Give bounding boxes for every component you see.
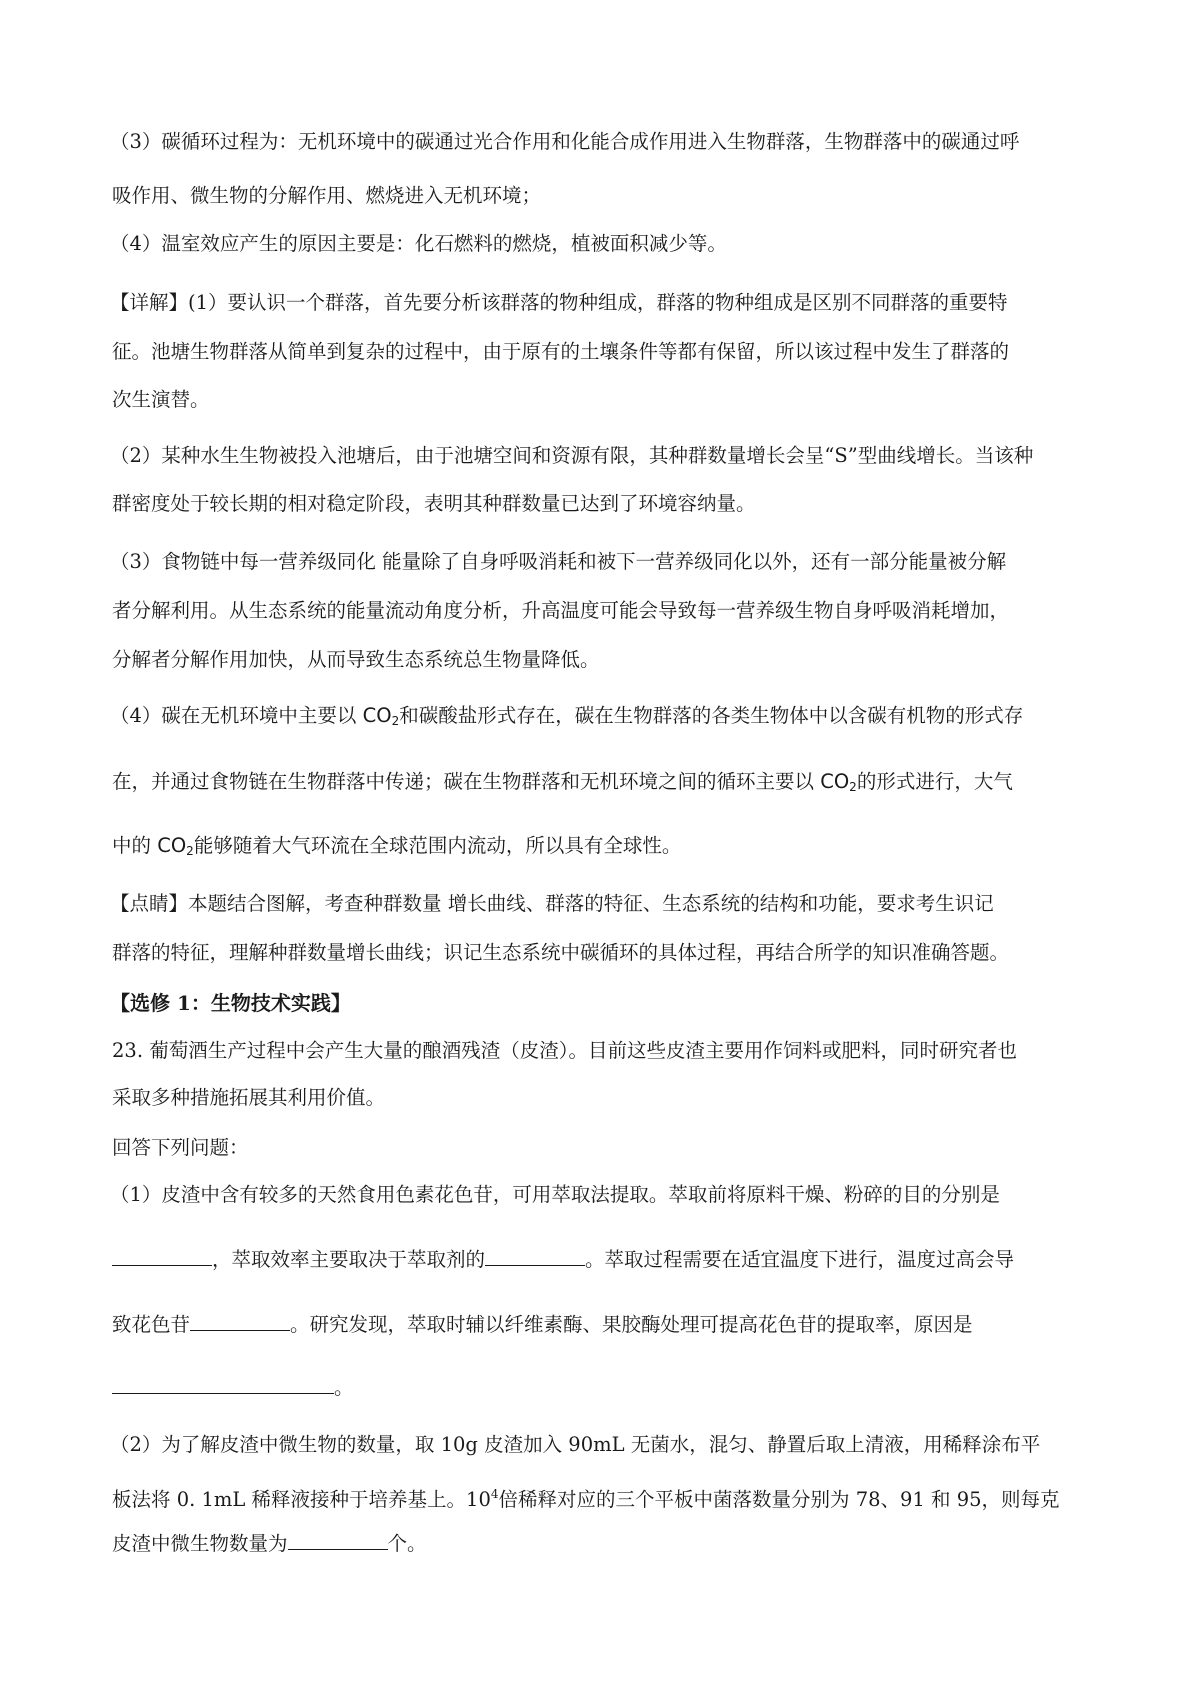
text-segment: 的形式进行，大气 — [856, 770, 1013, 793]
detail-line — [112, 832, 1100, 865]
question-line — [112, 1373, 1100, 1402]
answer-blank[interactable] — [485, 1245, 585, 1266]
detail-line: （3）食物链中每一营养级同化 能量除了自身呼吸消耗和被下一营养级同化以外，还有一部分能量被分解 — [110, 550, 1007, 573]
detail-line — [112, 768, 1100, 801]
chemical-formula — [363, 704, 400, 727]
formula-subscript: 2 — [391, 714, 400, 728]
answer-blank[interactable] — [190, 1310, 290, 1331]
text-segment: 和碳酸盐形式存在，碳在生物群落的各类生物体中以含碳有机物的形式存 — [399, 704, 1024, 727]
tip-line: 群落的特征，理解种群数量增长曲线；识记生态系统中碳循环的具体过程，再结合所学的知识准确答题。 — [112, 941, 1010, 964]
question-line: （1）皮渣中含有较多的天然食用色素花色苷，可用萃取法提取。萃取前将原料干燥、粉碎的目的分别是 — [110, 1183, 1000, 1206]
explanation-line: （4）温室效应产生的原因主要是：化石燃料的燃烧，植被面积减少等。 — [110, 232, 727, 255]
question-stem: 23. 葡萄酒生产过程中会产生大量的酿酒残渣（皮渣）。目前这些皮渣主要用作饲料或肥料，同时研究者也 — [112, 1039, 1017, 1062]
section-heading: 【选修 1：生物技术实践】 — [110, 991, 351, 1015]
question-line — [112, 1480, 1100, 1514]
formula-symbol: CO — [157, 834, 187, 857]
text-segment: ，萃取效率主要取决于萃取剂的 — [212, 1248, 486, 1271]
text-segment: 中的 — [112, 834, 158, 857]
text-segment: 。萃取过程需要在适宜温度下进行，温度过高会导 — [585, 1248, 1015, 1271]
question-line — [112, 1310, 1100, 1339]
question-line: （2）为了解皮渣中微生物的数量，取 10g 皮渣加入 90mL 无菌水，混匀、静置后取上清液，用稀释涂布平 — [110, 1433, 1041, 1456]
question-stem: 采取多种措施拓展其利用价值。 — [112, 1086, 386, 1109]
tip-line: 【点睛】本题结合图解，考查种群数量 增长曲线、群落的特征、生态系统的结构和功能，要求考生识记 — [110, 892, 994, 915]
text-segment: 倍稀释对应的三个平板中菌落数量分别为 78、91 和 95，则每克 — [498, 1488, 1060, 1511]
text-segment: 。 — [334, 1376, 354, 1399]
formula-subscript: 2 — [186, 844, 194, 858]
detail-line: 者分解利用。从生态系统的能量流动角度分析，升高温度可能会导致每一营养级生物自身呼吸消耗增加， — [112, 599, 1010, 622]
question-line — [112, 1529, 1100, 1558]
detail-line: 征。池塘生物群落从简单到复杂的过程中，由于原有的土壤条件等都有保留，所以该过程中发生了群落的 — [112, 340, 1010, 363]
exponent: 4 — [490, 1487, 499, 1501]
answer-blank[interactable] — [288, 1529, 388, 1550]
text-segment: 皮渣中微生物数量为 — [112, 1532, 288, 1555]
text-segment: 。研究发现，萃取时辅以纤维素酶、果胶酶处理可提高花色苷的提取率，原因是 — [290, 1313, 973, 1336]
text-segment: 能够随着大气环流在全球范围内流动，所以具有全球性。 — [193, 834, 682, 857]
detail-line: 分解者分解作用加快，从而导致生态系统总生物量降低。 — [112, 648, 600, 671]
chemical-formula — [157, 834, 194, 857]
chemical-formula — [820, 770, 857, 793]
explanation-line: 吸作用、微生物的分解作用、燃烧进入无机环境； — [112, 184, 542, 207]
text-segment: 板法将 0. 1mL 稀释液接种于培养基上。10 — [112, 1488, 491, 1511]
text-segment: 致花色苷 — [112, 1313, 191, 1336]
detail-line: 【详解】(1）要认识一个群落，首先要分析该群落的物种组成，群落的物种组成是区别不同群落的重要特 — [110, 291, 1008, 314]
question-line — [112, 1245, 1100, 1274]
detail-line: 群密度处于较长期的相对稳定阶段，表明其种群数量已达到了环境容纳量。 — [112, 492, 756, 515]
text-segment: （4）碳在无机环境中主要以 — [110, 704, 363, 727]
explanation-line: （3）碳循环过程为：无机环境中的碳通过光合作用和化能合成作用进入生物群落，生物群落中的碳通过呼 — [110, 130, 1020, 153]
detail-line — [110, 702, 1100, 735]
answer-blank[interactable] — [112, 1373, 334, 1394]
answer-blank[interactable] — [112, 1245, 212, 1266]
formula-symbol: CO — [820, 770, 850, 793]
detail-line: 次生演替。 — [112, 388, 210, 411]
formula-subscript: 2 — [849, 780, 857, 794]
text-segment: 个。 — [387, 1532, 427, 1555]
question-prompt: 回答下列问题： — [112, 1136, 249, 1159]
text-segment: 在，并通过食物链在生物群落中传递；碳在生物群落和无机环境之间的循环主要以 — [112, 770, 821, 793]
formula-symbol: CO — [362, 704, 392, 727]
detail-line: （2）某种水生生物被投入池塘后，由于池塘空间和资源有限，其种群数量增长会呈“S”型曲线增长。当该种 — [110, 444, 1034, 467]
